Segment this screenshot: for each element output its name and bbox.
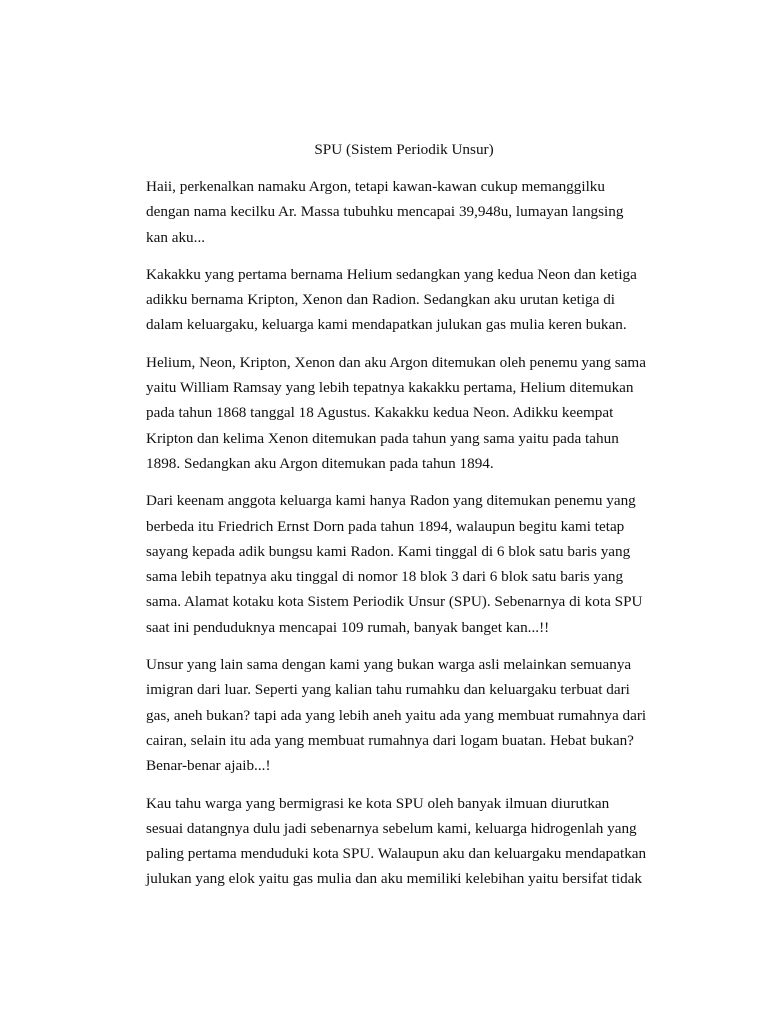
text-line: adikku bernama Kripton, Xenon dan Radion. Sedangkan aku urutan ketiga di [146, 291, 616, 309]
text-line: saat ini penduduknya mencapai 109 rumah, banyak banget kan...!! [146, 618, 550, 636]
paragraph-6 [146, 791, 666, 892]
text-line: Kakakku yang pertama bernama Helium sedangkan yang kedua Neon dan ketiga [146, 265, 637, 283]
text-line: Unsur yang lain sama dengan kami yang bukan warga asli melainkan semuanya [146, 656, 632, 674]
paragraph-1 [146, 174, 666, 250]
text-line: dengan nama kecilku Ar. Massa tubuhku mencapai 39,948u, lumayan langsing [146, 203, 624, 221]
text-line: Haii, perkenalkan namaku Argon, tetapi kawan-kawan cukup memanggilku [146, 178, 605, 195]
text-line: julukan yang elok yaitu gas mulia dan aku memiliki kelebihan yaitu bersifat tidak [146, 870, 642, 888]
text-line: sama lebih tepatnya aku tinggal di nomor 18 blok 3 dari 6 blok satu baris yang [146, 568, 624, 586]
paragraph-5 [146, 652, 666, 778]
text-line: Kau tahu warga yang bermigrasi ke kota SPU oleh banyak ilmuan diurutkan [146, 794, 610, 812]
text-line: Kripton dan kelima Xenon ditemukan pada tahun yang sama yaitu pada tahun [146, 429, 619, 447]
text-line: yaitu William Ramsay yang lebih tepatnya kakakku pertama, Helium ditemukan [146, 379, 634, 397]
paragraph-2 [146, 262, 666, 338]
paragraph-3 [146, 350, 666, 476]
paragraph-4 [146, 488, 666, 640]
text-line: gas, aneh bukan? tapi ada yang lebih aneh yaitu ada yang membuat rumahnya dari [146, 706, 647, 724]
document-body [146, 174, 666, 904]
text-line: kan aku... [146, 228, 206, 246]
text-line: sesuai datangnya dulu jadi sebenarnya sebelum kami, keluarga hidrogenlah yang [146, 819, 637, 837]
text-line: Helium, Neon, Kripton, Xenon dan aku Argon ditemukan oleh penemu yang sama [146, 353, 646, 371]
text-line: Benar-benar ajaib...! [146, 757, 271, 775]
text-line: sama. Alamat kotaku kota Sistem Periodik Unsur (SPU). Sebenarnya di kota SPU [146, 593, 643, 611]
text-line: pada tahun 1868 tanggal 18 Agustus. Kakakku kedua Neon. Adikku keempat [146, 404, 614, 422]
text-line: berbeda itu Friedrich Ernst Dorn pada tahun 1894, walaupun begitu kami tetap [146, 517, 625, 535]
text-line: Dari keenam anggota keluarga kami hanya Radon yang ditemukan penemu yang [146, 492, 636, 510]
text-line: sayang kepada adik bungsu kami Radon. Kami tinggal di 6 blok satu baris yang [146, 542, 631, 560]
document-title: SPU (Sistem Periodik Unsur) [314, 141, 494, 158]
text-line: dalam keluargaku, keluarga kami mendapatkan julukan gas mulia keren bukan. [146, 316, 627, 334]
text-line: 1898. Sedangkan aku Argon ditemukan pada tahun 1894. [146, 454, 494, 472]
text-line: paling pertama menduduki kota SPU. Walaupun aku dan keluargaku mendapatkan [146, 845, 647, 863]
text-line: cairan, selain itu ada yang membuat rumahnya dari logam buatan. Hebat bukan? [146, 731, 634, 749]
text-line: imigran dari luar. Seperti yang kalian tahu rumahku dan keluargaku terbuat dari [146, 681, 630, 699]
